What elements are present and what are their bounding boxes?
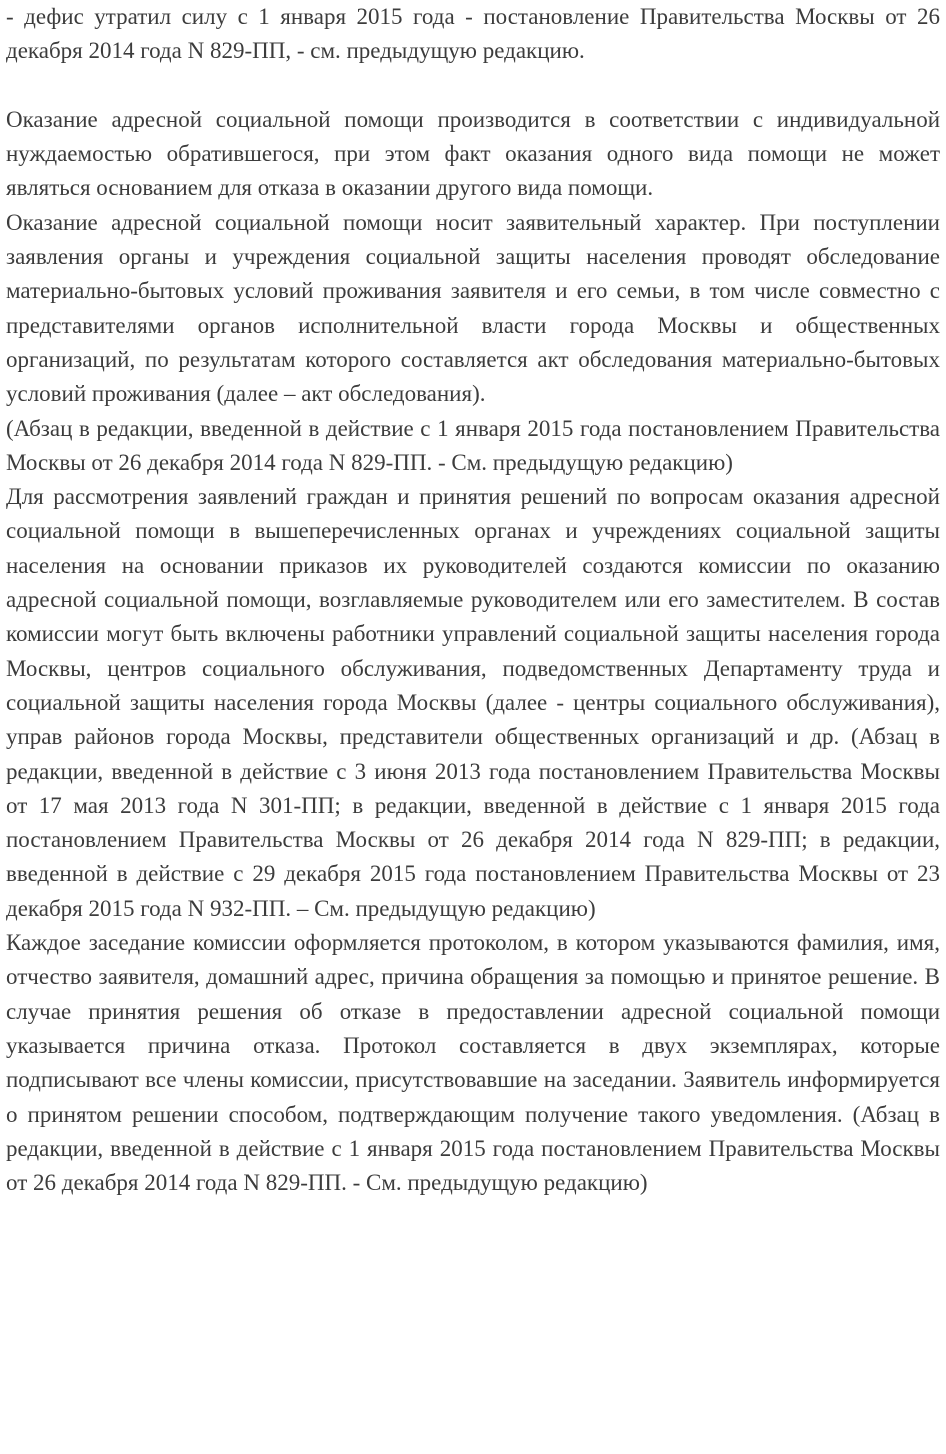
paragraph-amendment-note: (Абзац в редакции, введенной в действие с 1 января 2015 года постановлением Правительства Москвы от 26 декабря 2014 года N 829-ПП. - См. предыдущую редакцию) — [6, 415, 940, 475]
paragraph-commissions: Для рассмотрения заявлений граждан и принятия решений по вопросам оказания адресной социальной помощи в вышеперечисленных органах и учреждениях социальной защиты населения на основании приказов их руководителей создаются комиссии по оказанию адресной социальной помощи, возглавляемые руководителем или его заместителем. В состав комиссии могут быть включены работники управлений социальной защиты населения города Москвы, центров социального обслуживания, подведомственных Департаменту труда и социальной защиты населения города Москвы (далее - центры социального обслуживания), управ районов города Москвы, представители общественных организаций и др. (Абзац в редакции, введенной в действие с 3 июня 2013 года постановлением Правительства Москвы от 17 мая 2013 года N 301-ПП; в редакции, введенной в действие с 1 января 2015 года постановлением Правительства Москвы от 26 декабря 2014 года N 829-ПП; в редакции, введенной в действие с 29 декабря 2015 года постановлением Правительства Москвы от 23 декабря 2015 года N 932-ПП. – См. предыдущую редакцию) — [6, 484, 940, 921]
paragraph-repealed-note: - дефис утратил силу с 1 января 2015 года - постановление Правительства Москвы от 26 декабря 2014 года N 829-ПП, - см. предыдущую редакцию. — [6, 4, 940, 64]
paragraph-meeting-protocol: Каждое заседание комиссии оформляется протоколом, в котором указываются фамилия, имя, отчество заявителя, домашний адрес, причина обращения за помощью и принятое решение. В случае принятия решения об отказе в предоставлении адресной социальной помощи указывается причина отказа. Протокол составляется в двух экземплярах, которые подписывают все члены комиссии, присутствовавшие на заседании. Заявитель информируется о принятом решении способом, подтверждающим получение такого уведомления. (Абзац в редакции, введенной в действие с 1 января 2015 года постановлением Правительства Москвы от 26 декабря 2014 года N 829-ПП. - См. предыдущую редакцию) — [6, 930, 940, 1196]
paragraph-need-based-assistance: Оказание адресной социальной помощи производится в соответствии с индивидуальной нуждаемостью обратившегося, при этом факт оказания одного вида помощи не может являться основанием для отказа в оказании другого вида помощи. — [6, 106, 940, 201]
paragraph-application-and-survey: Оказание адресной социальной помощи носит заявительный характер. При поступлении заявления органы и учреждения социальной защиты населения проводят обследование материально-бытовых условий проживания заявителя и его семьи, в том числе совместно с представителями органов исполнительной власти города Москвы и общественных организаций, по результатам которого составляется акт обследования материально-бытовых условий проживания (далее – акт обследования). — [6, 209, 940, 407]
blank-line — [6, 69, 940, 103]
